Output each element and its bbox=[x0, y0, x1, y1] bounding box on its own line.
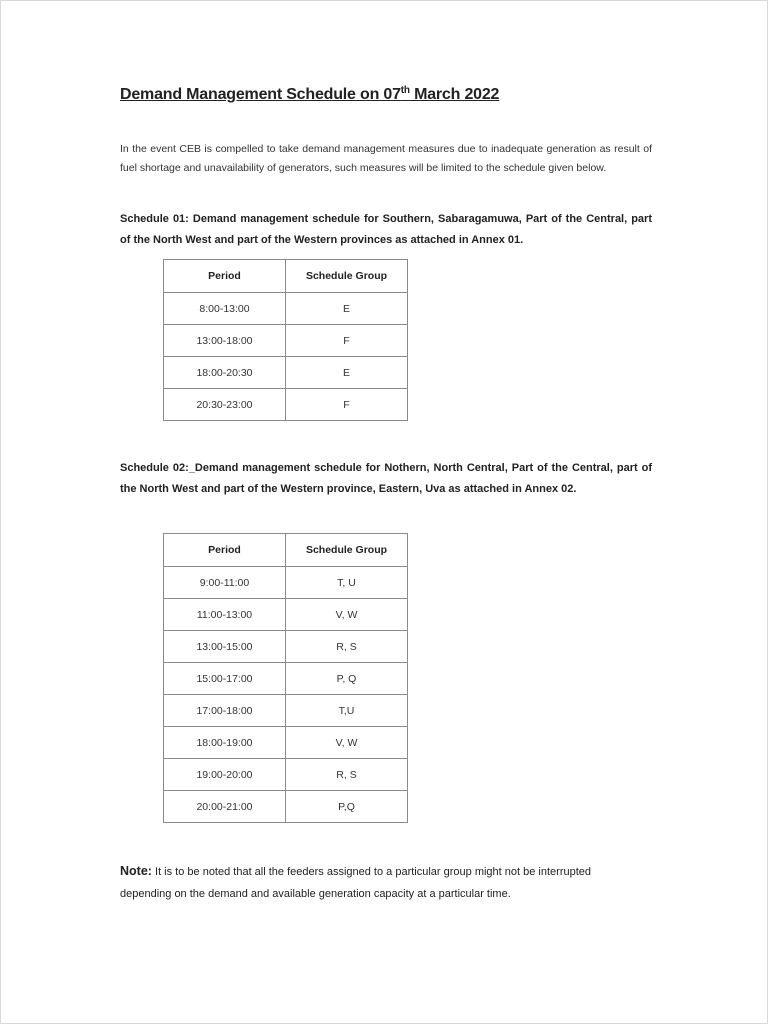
period-cell: 20:00-21:00 bbox=[164, 791, 286, 823]
group-cell: E bbox=[286, 293, 408, 325]
note-label: Note: bbox=[120, 864, 152, 878]
group-cell: V, W bbox=[286, 727, 408, 759]
table-row bbox=[164, 599, 408, 631]
period-cell: 15:00-17:00 bbox=[164, 663, 286, 695]
period-cell: 17:00-18:00 bbox=[164, 695, 286, 727]
column-header-schedule-group: Schedule Group bbox=[286, 260, 408, 293]
schedule-02-table bbox=[163, 533, 408, 823]
table-row bbox=[164, 791, 408, 823]
period-cell: 18:00-20:30 bbox=[164, 357, 286, 389]
table-header-row bbox=[164, 260, 408, 293]
group-cell: V, W bbox=[286, 599, 408, 631]
period-cell: 18:00-19:00 bbox=[164, 727, 286, 759]
title-prefix: Demand Management Schedule on 07 bbox=[120, 86, 401, 103]
period-cell: 8:00-13:00 bbox=[164, 293, 286, 325]
table-row bbox=[164, 663, 408, 695]
schedule-02-description: Schedule 02:_Demand management schedule for Nothern, North Central, Part of the Central, part of the North West and part of the Western province, Eastern, Uva as attached in Annex 02. bbox=[120, 462, 652, 495]
table-row bbox=[164, 567, 408, 599]
schedule-01-table bbox=[163, 259, 408, 421]
table-row bbox=[164, 727, 408, 759]
column-header-schedule-group: Schedule Group bbox=[286, 534, 408, 567]
page-title bbox=[120, 86, 499, 104]
note-paragraph bbox=[120, 860, 640, 905]
title-superscript: th bbox=[400, 85, 410, 96]
period-cell: 20:30-23:00 bbox=[164, 389, 286, 421]
table-row bbox=[164, 695, 408, 727]
group-cell: R, S bbox=[286, 631, 408, 663]
group-cell: R, S bbox=[286, 759, 408, 791]
table-row bbox=[164, 357, 408, 389]
group-cell: T, U bbox=[286, 567, 408, 599]
schedule-01-description: Schedule 01: Demand management schedule for Southern, Sabaragamuwa, Part of the Central, part of the North West and part of the Western provinces as attached in Annex 01. bbox=[120, 213, 652, 246]
group-cell: P, Q bbox=[286, 663, 408, 695]
period-cell: 9:00-11:00 bbox=[164, 567, 286, 599]
period-cell: 11:00-13:00 bbox=[164, 599, 286, 631]
table-header-row bbox=[164, 534, 408, 567]
period-cell: 19:00-20:00 bbox=[164, 759, 286, 791]
intro-paragraph: In the event CEB is compelled to take demand management measures due to inadequate generation as result of fuel shortage and unavailability of generators, such measures will be limited to the schedule given below. bbox=[120, 143, 652, 174]
table-row bbox=[164, 293, 408, 325]
table-row bbox=[164, 325, 408, 357]
group-cell: F bbox=[286, 389, 408, 421]
group-cell: T,U bbox=[286, 695, 408, 727]
column-header-period: Period bbox=[164, 534, 286, 567]
period-cell: 13:00-18:00 bbox=[164, 325, 286, 357]
group-cell: E bbox=[286, 357, 408, 389]
group-cell: F bbox=[286, 325, 408, 357]
note-text: It is to be noted that all the feeders assigned to a particular group might not be interrupted depending on the demand and available generation capacity at a particular time. bbox=[120, 866, 592, 900]
table-row bbox=[164, 389, 408, 421]
table-row bbox=[164, 631, 408, 663]
period-cell: 13:00-15:00 bbox=[164, 631, 286, 663]
column-header-period: Period bbox=[164, 260, 286, 293]
title-suffix: March 2022 bbox=[409, 86, 500, 103]
group-cell: P,Q bbox=[286, 791, 408, 823]
table-row bbox=[164, 759, 408, 791]
